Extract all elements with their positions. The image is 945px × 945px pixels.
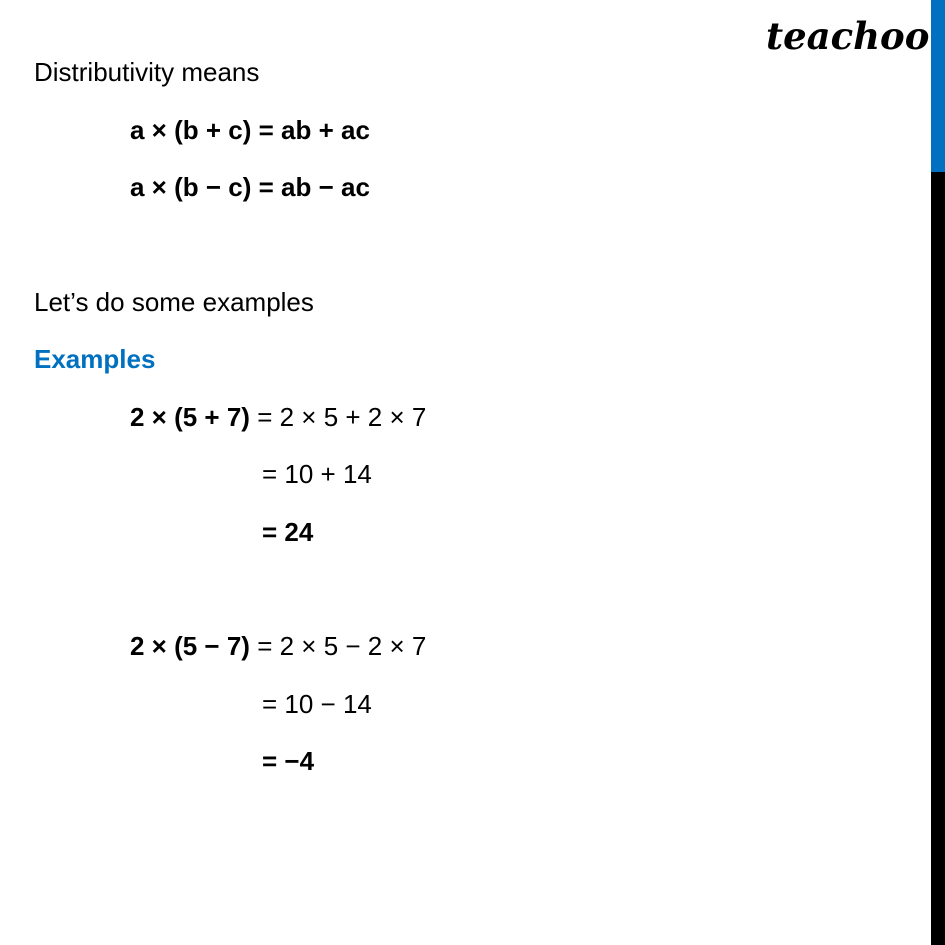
- examples-heading: Examples: [34, 344, 156, 374]
- example-1-rhs: = 2 × 5 + 2 × 7: [249, 402, 427, 432]
- example-1-lhs: 2 × (5 + 7): [130, 402, 250, 432]
- teachoo-logo: teachoo: [766, 14, 930, 58]
- example-1-equation: [130, 402, 426, 432]
- example-1-step: = 10 + 14: [262, 459, 372, 489]
- example-2-equation: [130, 631, 426, 661]
- examples-intro: Let’s do some examples: [34, 287, 314, 317]
- example-2-result: = −4: [262, 746, 315, 776]
- formula-subtraction: a × (b − c) = ab − ac: [130, 172, 370, 202]
- example-2-lhs: 2 × (5 − 7): [130, 631, 250, 661]
- intro-text: Distributivity means: [34, 57, 260, 87]
- example-2-step: = 10 − 14: [262, 689, 372, 719]
- formula-addition: a × (b + c) = ab + ac: [130, 115, 370, 145]
- example-1-result: = 24: [262, 517, 314, 547]
- sidebar-accent-bar: [931, 0, 945, 172]
- sidebar-dark-bar: [931, 172, 945, 945]
- example-2-rhs: = 2 × 5 − 2 × 7: [249, 631, 427, 661]
